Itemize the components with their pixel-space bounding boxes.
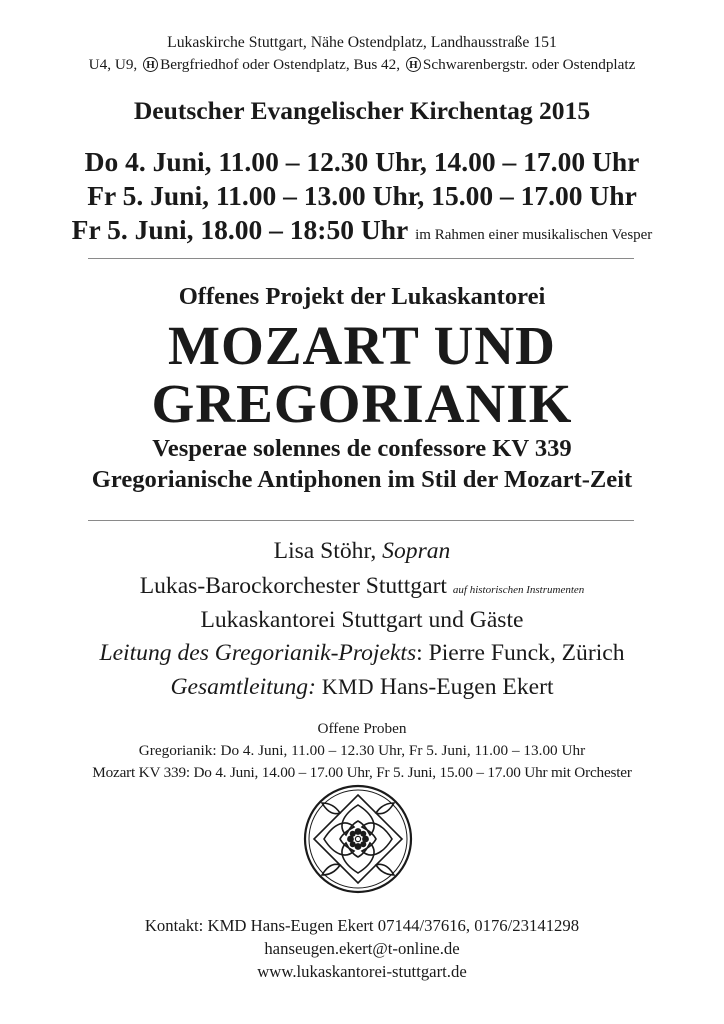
overall-leader-title: KMD — [321, 675, 374, 699]
greg-leader-label: Leitung des Gregorianik-Projekts — [99, 640, 417, 666]
overall-leader-name: Hans-Eugen Ekert — [379, 674, 554, 700]
divider-middle — [88, 520, 634, 521]
transit-part-3: Schwarenbergstr. oder Ostendplatz — [422, 56, 636, 73]
orchestra-name: Lukas-Barockorchester Stuttgart — [139, 573, 447, 599]
work-title-2: Gregorianische Antiphonen im Stil der Mozart-Zeit — [91, 466, 633, 493]
transit-line — [0, 56, 724, 74]
vesper-note: im Rahmen einer musikalischen Vesper — [415, 227, 653, 243]
greg-leader-line — [0, 640, 724, 667]
orchestra-line — [0, 573, 724, 600]
transit-part-2: Bergfriedhof oder Ostendplatz, Bus 42, — [160, 56, 401, 73]
vesper-time: Fr 5. Juni, 18.00 – 18:50 Uhr — [71, 214, 409, 245]
orchestra-note: auf historischen Instrumenten — [452, 584, 585, 596]
contact-line: Kontakt: KMD Hans-Eugen Ekert 07144/37616, 0176/23141298 — [144, 916, 580, 935]
transit-part-1: U4, U9, — [88, 56, 138, 73]
event-date-1: Do 4. Juni, 11.00 – 12.30 Uhr, 14.00 – 17.00 Uhr — [84, 146, 640, 177]
choir-line: Lukaskantorei Stuttgart und Gäste — [200, 607, 524, 633]
project-title-line-1: MOZART UND — [168, 315, 556, 376]
event-date-2: Fr 5. Juni, 11.00 – 13.00 Uhr, 15.00 – 17.00 Uhr — [87, 180, 637, 211]
address-line: Lukaskirche Stuttgart, Nähe Ostendplatz, Landhausstraße 151 — [167, 34, 557, 51]
rosette-emblem-icon — [302, 783, 414, 895]
rehearsals-heading: Offene Proben — [317, 720, 407, 737]
soloist-role: Sopran — [382, 538, 451, 564]
soloist-line — [0, 538, 724, 565]
contact-email[interactable]: hanseugen.ekert@t-online.de — [264, 939, 460, 958]
rehearsals-line-2: Mozart KV 339: Do 4. Juni, 14.00 – 17.00 Uhr, Fr 5. Juni, 15.00 – 17.00 Uhr mit Orchester — [92, 764, 632, 781]
rehearsals-line-1: Gregorianik: Do 4. Juni, 11.00 – 12.30 Uhr, Fr 5. Juni, 11.00 – 13.00 Uhr — [138, 742, 586, 759]
work-title-1: Vesperae solennes de confessore KV 339 — [152, 435, 572, 462]
divider-top — [88, 258, 634, 259]
halt-symbol-icon: H — [406, 57, 421, 72]
event-name: Deutscher Evangelischer Kirchentag 2015 — [133, 96, 591, 125]
contact-website[interactable]: www.lukaskantorei-stuttgart.de — [257, 962, 467, 981]
halt-symbol-icon: H — [143, 57, 158, 72]
project-subtitle: Offenes Projekt der Lukaskantorei — [178, 283, 546, 310]
soloist-name: Lisa Stöhr, — [273, 538, 377, 564]
project-title-line-2: GREGORIANIK — [151, 373, 573, 434]
greg-leader-name: : Pierre Funck, Zürich — [416, 640, 625, 666]
overall-leader-label: Gesamtleitung: — [170, 674, 316, 700]
overall-leader-line — [0, 674, 724, 701]
event-vesper — [0, 214, 724, 246]
